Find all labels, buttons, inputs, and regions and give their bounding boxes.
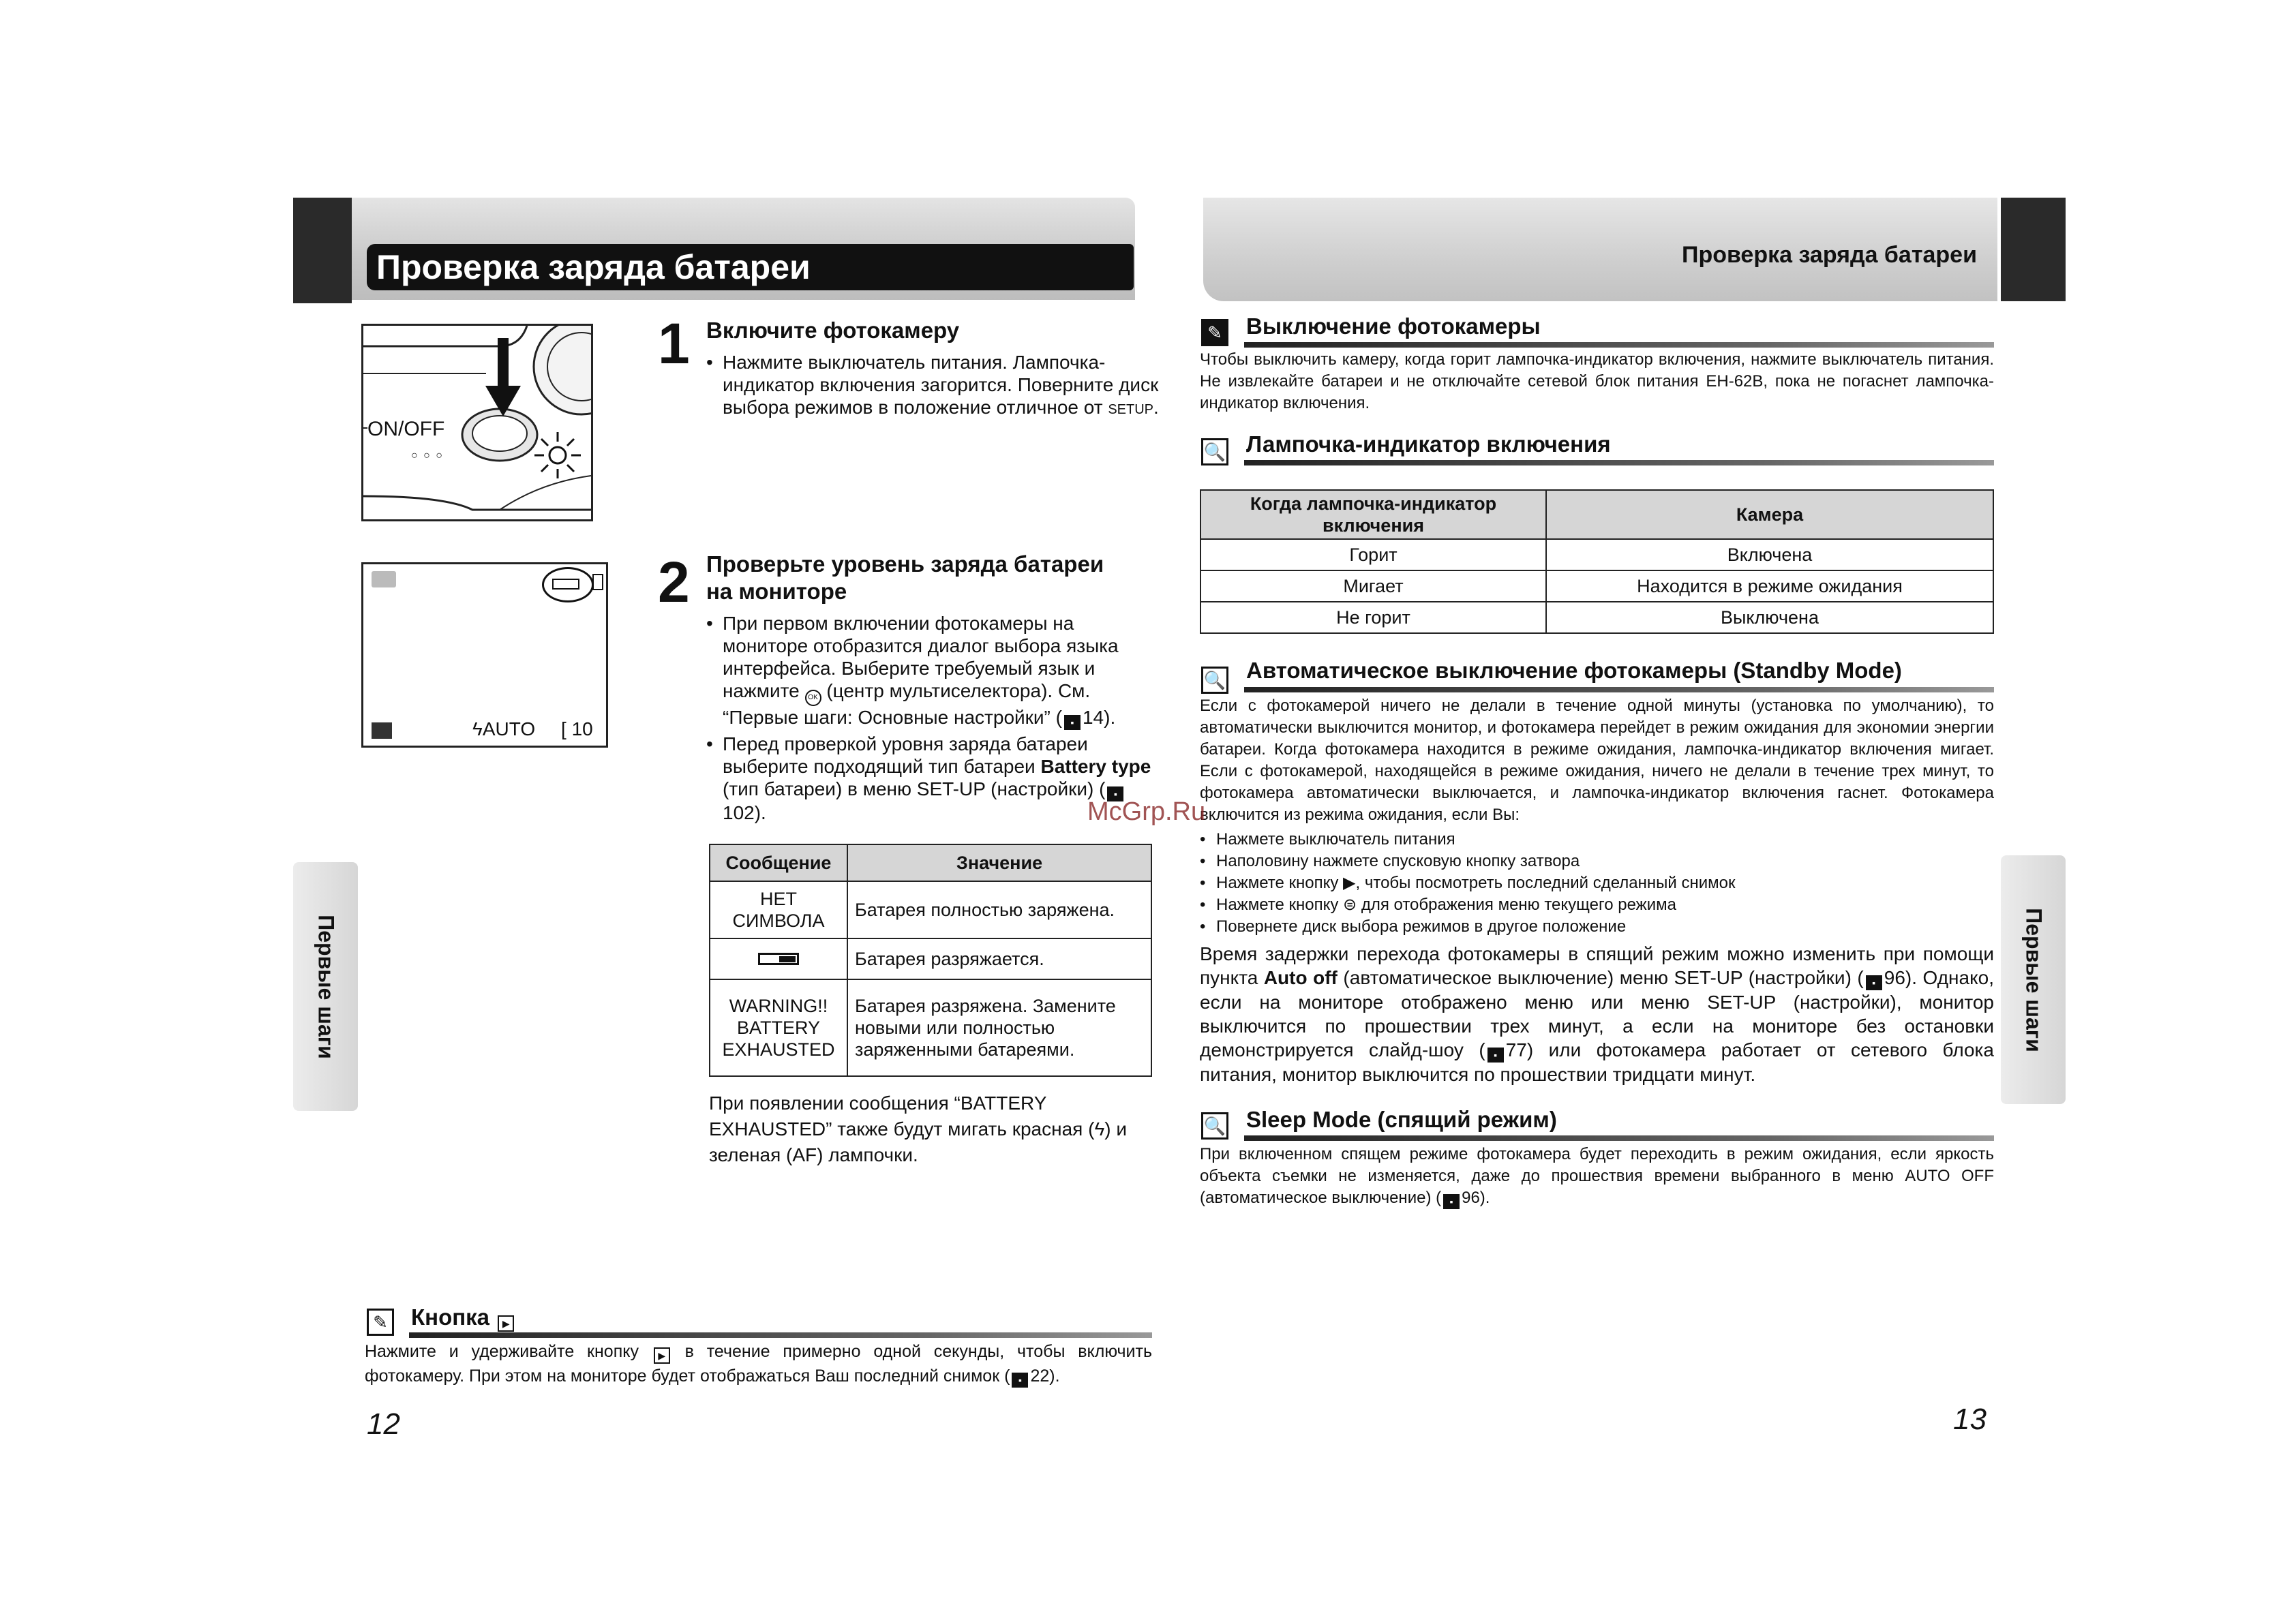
section-rule — [1244, 1135, 1994, 1141]
table-row — [1200, 539, 1993, 570]
section-lamp-title: Лампочка-индикатор включения — [1246, 431, 1611, 457]
para-text: ). — [1479, 1189, 1490, 1207]
frame-count: 10 — [571, 718, 593, 739]
list-item: • Нажмете кнопку ▶, чтобы посмотреть последний сделанный снимок — [1200, 872, 1994, 894]
section-rule — [1244, 460, 1994, 465]
page-ref: 22 — [1030, 1366, 1050, 1386]
flash-icon: ϟ — [1094, 1118, 1105, 1140]
section-sleep-title: Sleep Mode (спящий режим) — [1246, 1107, 1557, 1132]
section-rule — [1244, 687, 1994, 692]
battery-highlight-icon — [542, 567, 594, 602]
watermark: McGrp.Ru — [1087, 797, 1206, 826]
play-button-icon: ▶ — [498, 1315, 514, 1332]
header-tab-left — [293, 198, 352, 303]
step-2-bullet-2 — [706, 733, 1153, 824]
table-row — [1200, 570, 1993, 602]
bullet-text: При первом включении фотокамеры на мониторе отобразится диалог выбора языка интерфейса. Выберите требуемый язык и нажмите — [723, 613, 1119, 701]
page-title-right: Проверка заряда батареи — [1682, 242, 1977, 268]
side-tab-label: Первые шаги — [2021, 907, 2046, 1052]
frame-counter: [ 10 — [561, 718, 593, 739]
table-row — [1200, 602, 1993, 633]
bullet-text: Перед проверкой уровня заряда батареи выберите подходящий тип батареи — [723, 733, 1088, 777]
side-tab-right — [2001, 855, 2066, 1104]
menu-item-name: Auto off — [1263, 967, 1338, 988]
flash-icon: ϟ — [472, 718, 483, 739]
pencil-icon: ✎ — [1201, 319, 1228, 346]
note-text: При появлении сообщения “BATTERY EXHAUSTED” также будут мигать красная ( — [709, 1092, 1095, 1140]
table-header-row — [710, 844, 1151, 881]
section-standby-text: Если с фотокамерой ничего не делали в течение одной минуты (установка по умолчанию), то автоматически выключится монитор, и фотокамера перейдет в режим ожидания для экономии энергии батареи. Когда фотокамера находится в режиме ожидания, лампочка-индикатор включения мигает. Если с фотокамерой, находящейся в режиме ожидания, ничего не делали в течение трех минут, то фотокамера автоматически выключается, и лампочка-индикатор включения гаснет. Фотокамера включится из режима ожидания, если Вы: — [1200, 697, 1994, 824]
step-1-body: Нажмите выключатель питания. Лампочка-индикатор включения загорится. Поверните диск выбора режимов в положение отличное от — [723, 352, 1159, 418]
card-icon — [592, 574, 603, 590]
table-cell: Батарея разряжена. Замените новыми или полностью заряженными батареями. — [847, 979, 1151, 1076]
para-text: ). Однако, если на мониторе отображено меню или меню SET-UP (настройки), монитор выключится по прошествии трех минут, а если на мониторе без остановки демонстрируется слайд-шоу ( — [1200, 967, 1994, 1060]
page-ref: 14 — [1082, 707, 1104, 728]
play-button-icon: ▶ — [654, 1347, 670, 1364]
note-text: ). — [1049, 1366, 1060, 1386]
table-cell: НЕТ СИМВОЛА — [710, 881, 847, 938]
header-tab-right — [2001, 198, 2066, 301]
table-cell: Горит — [1200, 539, 1546, 570]
note-button-text — [365, 1339, 1152, 1388]
page-number-right: 13 — [1953, 1403, 1987, 1436]
mode-dots: ○ ○ ○ — [411, 450, 444, 461]
standby-wake-list — [1200, 829, 1994, 938]
table-cell: Включена — [1546, 539, 1993, 570]
section-sleep-text — [1200, 1144, 1994, 1209]
bullet-end: ). — [754, 802, 766, 823]
side-tab-label: Первые шаги — [314, 914, 338, 1059]
para-text: Время задержки перехода фотокамеры в спящий режим можно изменить при помощи пункта — [1200, 943, 1994, 988]
power-lamp-icon — [530, 428, 585, 483]
para-text: При включенном спящем режиме фотокамера будет переходить в режим ожидания, если яркость объекта съемки не изменяется, даже до прошествия времени выбранного в меню AUTO OFF (автоматическое выключение) ( — [1200, 1145, 1994, 1207]
note-button-heading — [411, 1304, 516, 1332]
page-number-left: 12 — [367, 1407, 400, 1441]
note-text: Нажмите и удерживайте кнопку — [365, 1342, 639, 1361]
page-ref-icon: ▪ — [1443, 1194, 1460, 1209]
section-standby-title: Автоматическое выключение фотокамеры (Standby Mode) — [1246, 658, 1902, 683]
table-cell: Выключена — [1546, 602, 1993, 633]
note-text: в течение примерно одной секунды, чтобы включить фотокамеру. При этом на мониторе будет отображаться Ваш последний снимок ( — [365, 1342, 1152, 1386]
ok-icon: OK — [805, 690, 821, 706]
table-cell: Мигает — [1200, 570, 1546, 602]
table-cell — [710, 938, 847, 979]
camera-top-illustration — [361, 324, 593, 521]
table-cell: Находится в режиме ожидания — [1546, 570, 1993, 602]
bullet-text: (тип батареи) в меню SET-UP (настройки) ( — [723, 778, 1106, 799]
magnifier-icon: 🔍 — [1201, 1112, 1228, 1140]
section-off-title: Выключение фотокамеры — [1246, 314, 1541, 339]
table-header: Когда лампочка-индикатор включения — [1200, 490, 1546, 539]
section-off-text: Чтобы выключить камеру, когда горит лампочка-индикатор включения, нажмите выключатель питания. Не извлекайте батареи и не отключайте сетевой блок питания EH-62B, пока не погаснет лампочка-индикатор включения. — [1200, 350, 1994, 412]
step-2-number: 2 — [658, 550, 690, 614]
magnifier-icon: 🔍 — [1201, 438, 1228, 465]
battery-low-icon — [758, 953, 799, 965]
para-text: (автоматическое выключение) меню SET-UP (настройки) ( — [1343, 967, 1864, 988]
page-title-left: Проверка заряда батареи — [367, 244, 1134, 290]
magnifier-icon: 🔍 — [1201, 667, 1228, 694]
table-row — [710, 979, 1151, 1076]
page-ref-icon: ▪ — [1866, 975, 1882, 990]
para-text: ) или фотокамера работает от сетевого блока питания, монитор выключится по прошествии тридцати минут. — [1200, 1039, 1994, 1085]
table-cell: Не горит — [1200, 602, 1546, 633]
step-1-heading: Включите фотокамеру — [706, 318, 960, 343]
page-ref: 96 — [1462, 1189, 1480, 1207]
side-tab-left — [293, 862, 358, 1111]
note-text: ) и зеленая (AF) лампочки. — [709, 1118, 1128, 1165]
camera-mode-icon — [372, 571, 396, 587]
bullet-end: ). — [1104, 707, 1116, 728]
table-header: Камера — [1546, 490, 1993, 539]
table-cell: Батарея полностью заряжена. — [847, 881, 1151, 938]
note-title: Кнопка — [411, 1304, 490, 1330]
table-note — [709, 1090, 1152, 1168]
arrow-down-icon — [483, 338, 524, 420]
section-rule — [1244, 342, 1994, 348]
list-item: • Нажмете выключатель питания — [1200, 829, 1994, 851]
step-2-bullet-1 — [706, 612, 1153, 730]
table-cell: Батарея разряжается. — [847, 938, 1151, 979]
flash-auto-indicator — [472, 718, 535, 740]
table-header: Сообщение — [710, 844, 847, 881]
flash-mode-label: AUTO — [482, 718, 536, 739]
bullet-text: (центр мультиселектора). См. “Первые шаги: Основные настройки” ( — [723, 680, 1091, 728]
setup-glyph: SETUP — [1108, 402, 1154, 417]
list-item: • Повернете диск выбора режимов в другое положение — [1200, 916, 1994, 938]
image-size-icon — [372, 722, 392, 739]
battery-icon — [552, 579, 579, 590]
step-1-text: • Нажмите выключатель питания. Лампочка-индикатор включения загорится. Поверните диск выбора режимов в положение отличное от SETUP. — [706, 351, 1169, 421]
note-icon: ✎ — [367, 1309, 394, 1336]
monitor-illustration — [361, 562, 608, 748]
list-item: • Наполовину нажмете спусковую кнопку затвора — [1200, 851, 1994, 872]
page-ref: 102 — [723, 802, 755, 823]
table-row — [710, 938, 1151, 979]
on-off-label: ON/OFF — [367, 418, 445, 440]
menu-item-name: Battery type — [1040, 756, 1151, 777]
table-header: Значение — [847, 844, 1151, 881]
page-ref-icon: ▪ — [1012, 1373, 1028, 1388]
page-ref: 96 — [1884, 967, 1905, 988]
section-rule — [409, 1332, 1152, 1338]
table-header-row — [1200, 490, 1993, 539]
page-ref: 77 — [1505, 1039, 1527, 1060]
table-cell: WARNING!! BATTERY EXHAUSTED — [710, 979, 847, 1076]
step-2-body — [706, 612, 1153, 824]
page-ref-icon: ▪ — [1487, 1048, 1504, 1063]
step-1-number: 1 — [658, 311, 690, 376]
page-ref-icon: ▪ — [1107, 786, 1123, 801]
step-2-heading: Проверьте уровень заряда батареи на мониторе — [706, 551, 1104, 604]
list-item: • Нажмете кнопку ⊜ для отображения меню текущего режима — [1200, 894, 1994, 916]
standby-para-2 — [1200, 942, 1994, 1086]
lamp-status-table — [1200, 489, 1994, 634]
page-ref-icon: ▪ — [1064, 715, 1081, 730]
table-row — [710, 881, 1151, 938]
battery-message-table — [709, 844, 1152, 1077]
